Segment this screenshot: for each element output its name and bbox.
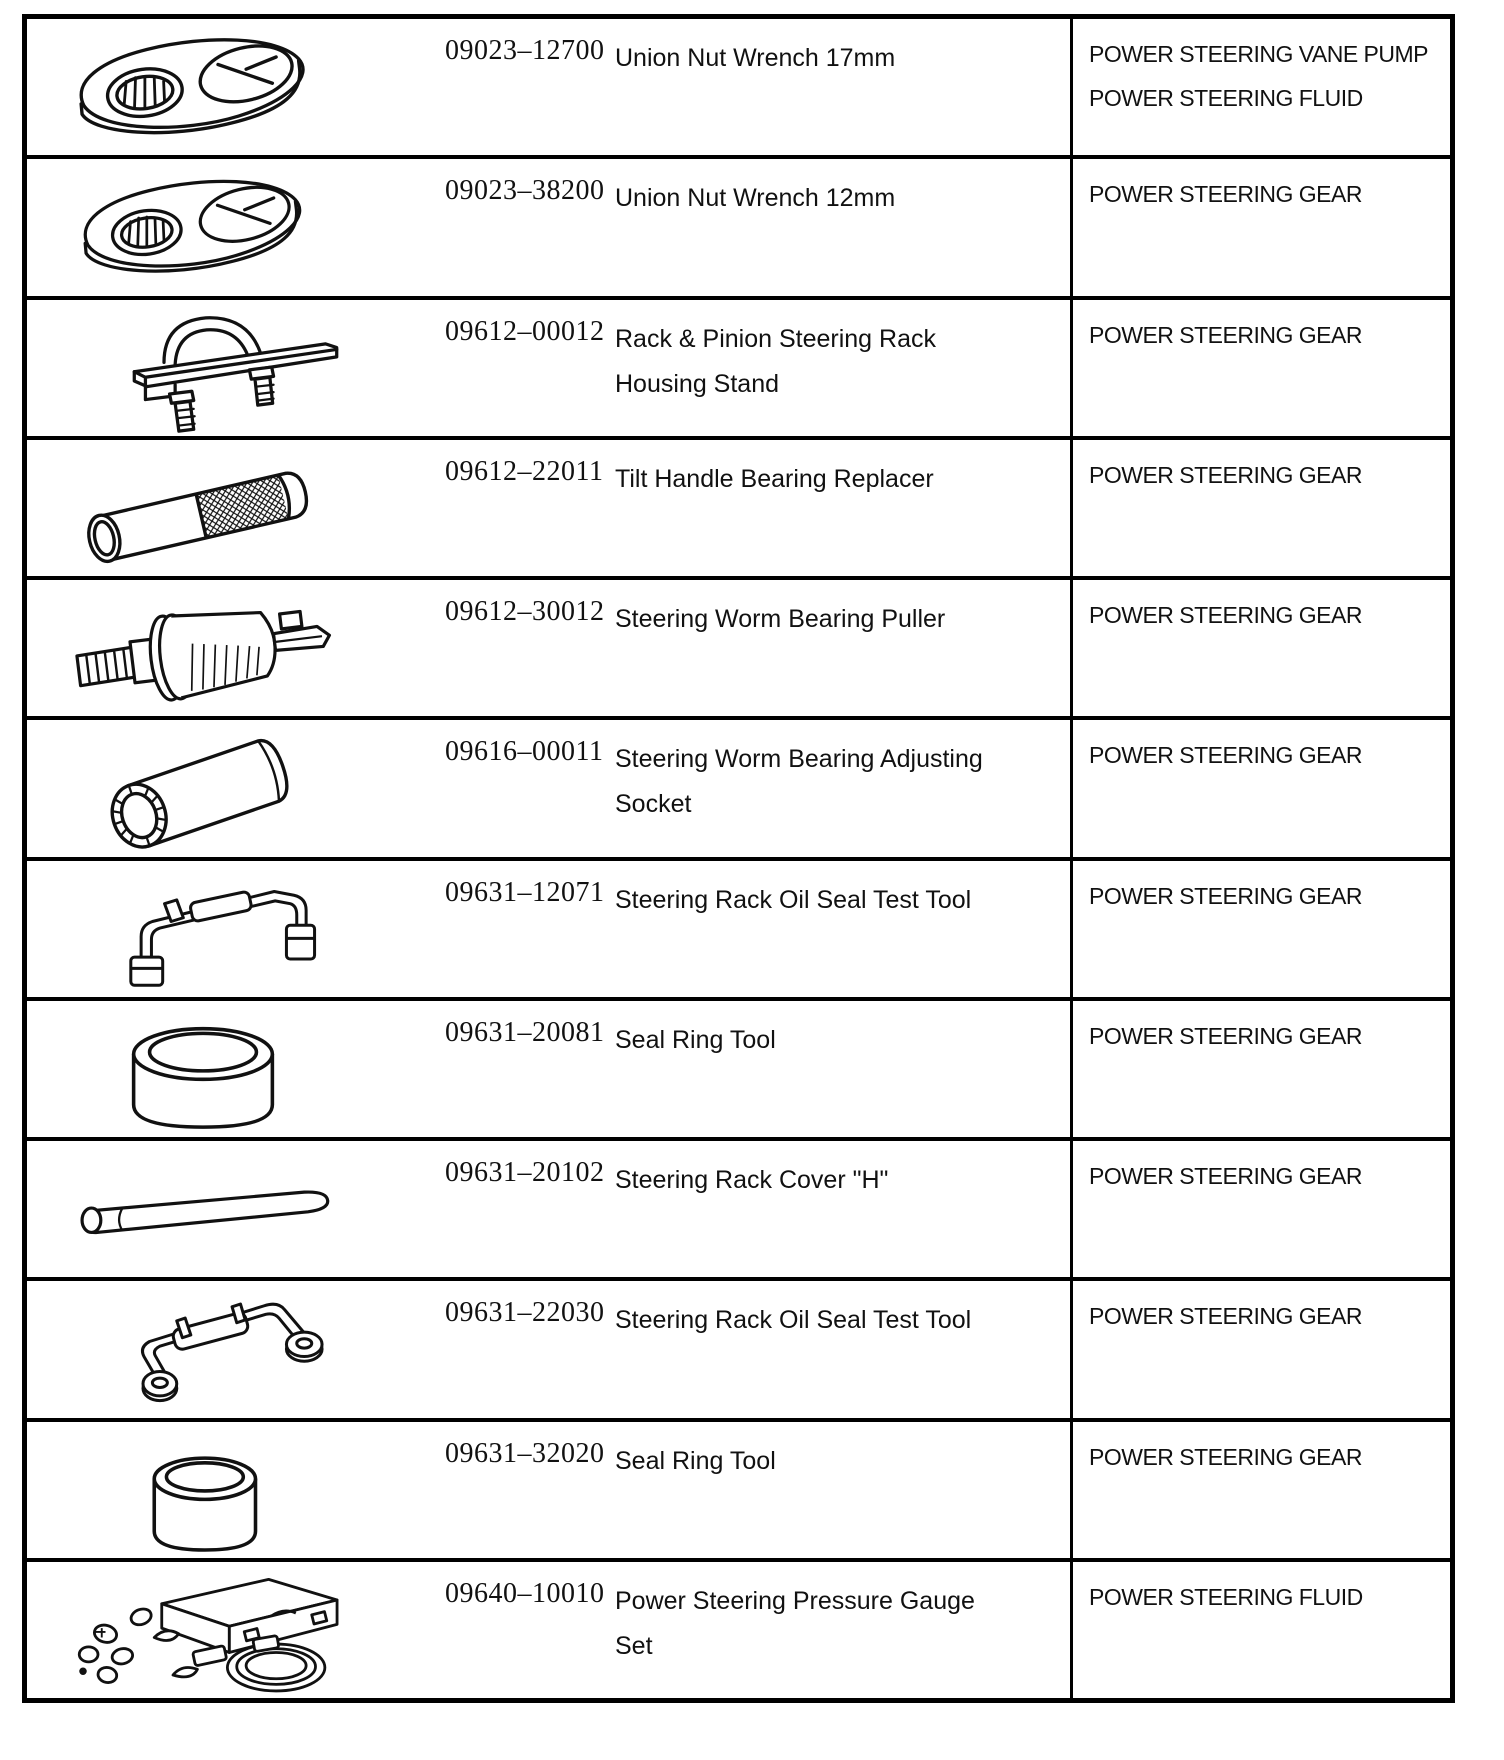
- tool-name: [615, 1158, 888, 1203]
- part-number: 09616–00011: [445, 736, 604, 768]
- oil-seal-test-tool-a-illustration: [45, 861, 361, 997]
- application-cell: [1070, 1281, 1450, 1417]
- application-line: POWER STEERING GEAR: [1089, 602, 1362, 628]
- application-line: POWER STEERING FLUID: [1089, 85, 1363, 111]
- pressure-gauge-set-illustration: [45, 1562, 361, 1698]
- special-service-tool-table: [22, 14, 1455, 1703]
- tool-name-line: Tilt Handle Bearing Replacer: [615, 464, 934, 493]
- application-line: POWER STEERING GEAR: [1089, 1163, 1362, 1189]
- tool-name-line: Seal Ring Tool: [615, 1446, 776, 1475]
- table-row: [27, 716, 1450, 856]
- application-cell: [1070, 19, 1450, 155]
- steering-rack-cover-illustration: [45, 1141, 361, 1277]
- tool-name: [615, 1579, 975, 1669]
- application-cell: [1070, 1001, 1450, 1137]
- application-line: POWER STEERING GEAR: [1089, 882, 1362, 909]
- table-row: [27, 436, 1450, 576]
- table-row: [27, 1277, 1450, 1417]
- table-row: [27, 1558, 1450, 1698]
- application-line: POWER STEERING GEAR: [1089, 461, 1362, 488]
- part-number: 09631–20081: [445, 1016, 605, 1048]
- table-row: [27, 576, 1450, 716]
- table-row: [27, 1137, 1450, 1277]
- part-number: 09612–22011: [445, 455, 604, 487]
- application-cell: [1070, 1141, 1450, 1277]
- table-row: [27, 857, 1450, 997]
- tool-name: [615, 317, 936, 407]
- rack-housing-stand-illustration: [45, 300, 361, 436]
- tool-name-line: Seal Ring Tool: [615, 1025, 776, 1054]
- tool-name-line: Union Nut Wrench 12mm: [615, 184, 896, 213]
- application-line: POWER STEERING VANE PUMP: [1089, 41, 1429, 67]
- application-line: POWER STEERING GEAR: [1089, 181, 1362, 208]
- tool-name: [615, 457, 934, 502]
- tool-name-line: Steering Worm Bearing Adjusting: [615, 745, 983, 774]
- tool-name-line: Union Nut Wrench 17mm: [615, 44, 896, 72]
- table-row: [27, 155, 1450, 295]
- tool-name-line: Steering Rack Oil Seal Test Tool: [615, 1306, 972, 1335]
- tool-name: [615, 1018, 776, 1063]
- tool-name-line: Set: [615, 1631, 653, 1660]
- application-line: POWER STEERING GEAR: [1089, 1303, 1362, 1330]
- part-number: 09631–32020: [445, 1437, 605, 1469]
- application-cell: [1070, 159, 1450, 295]
- application-cell: [1070, 580, 1450, 716]
- application-line: POWER STEERING GEAR: [1089, 1022, 1362, 1049]
- table-row: [27, 997, 1450, 1137]
- tool-name-line: Steering Rack Oil Seal Test Tool: [615, 885, 972, 914]
- application-line: POWER STEERING GEAR: [1089, 742, 1362, 769]
- application-cell: [1070, 300, 1450, 436]
- application-cell: [1070, 440, 1450, 576]
- union-nut-wrench-12mm-illustration: [45, 159, 361, 295]
- application-cell: [1070, 1562, 1450, 1698]
- part-number: 09023–12700: [445, 35, 605, 66]
- part-number: 09612–00012: [445, 315, 605, 347]
- tool-name: [615, 878, 971, 923]
- tool-name-line: Power Steering Pressure Gauge: [615, 1586, 975, 1615]
- part-number: 09023–38200: [445, 175, 605, 207]
- application-line: POWER STEERING FLUID: [1089, 1583, 1363, 1610]
- tool-name-line: Steering Rack Cover "H": [615, 1166, 889, 1194]
- union-nut-wrench-17mm-illustration: [45, 19, 361, 155]
- tool-name-line: Rack & Pinion Steering Rack: [615, 324, 936, 353]
- application-cell: [1070, 1422, 1450, 1558]
- tilt-handle-bearing-replacer-illustration: [45, 440, 361, 576]
- application-line: POWER STEERING GEAR: [1089, 1443, 1362, 1470]
- tool-name-line: Steering Worm Bearing Puller: [615, 605, 946, 633]
- worm-bearing-adjusting-socket-illustration: [45, 720, 361, 856]
- application-cell: [1070, 720, 1450, 856]
- seal-ring-tool-illustration: [45, 1001, 361, 1137]
- oil-seal-test-tool-b-illustration: [45, 1281, 361, 1417]
- part-number: 09631–12071: [445, 876, 605, 908]
- tool-name: [615, 1439, 776, 1484]
- part-number: 09640–10010: [445, 1577, 605, 1609]
- part-number: 09612–30012: [445, 596, 605, 627]
- steering-worm-bearing-puller-illustration: [45, 580, 361, 716]
- tool-name: [615, 597, 945, 642]
- part-number: 09631–22030: [445, 1297, 605, 1329]
- tool-name: [615, 176, 895, 221]
- application-line: POWER STEERING GEAR: [1089, 321, 1362, 348]
- tool-name: [615, 36, 895, 81]
- table-row: [27, 19, 1450, 155]
- table-row: [27, 1418, 1450, 1558]
- table-row: [27, 296, 1450, 436]
- tool-name: [615, 1298, 971, 1343]
- application-cell: [1070, 861, 1450, 997]
- tool-name-line: Housing Stand: [615, 369, 780, 398]
- seal-ring-tool-2-illustration: [45, 1422, 361, 1558]
- tool-name-line: Socket: [615, 790, 692, 819]
- part-number: 09631–20102: [445, 1157, 605, 1188]
- tool-name: [615, 737, 983, 827]
